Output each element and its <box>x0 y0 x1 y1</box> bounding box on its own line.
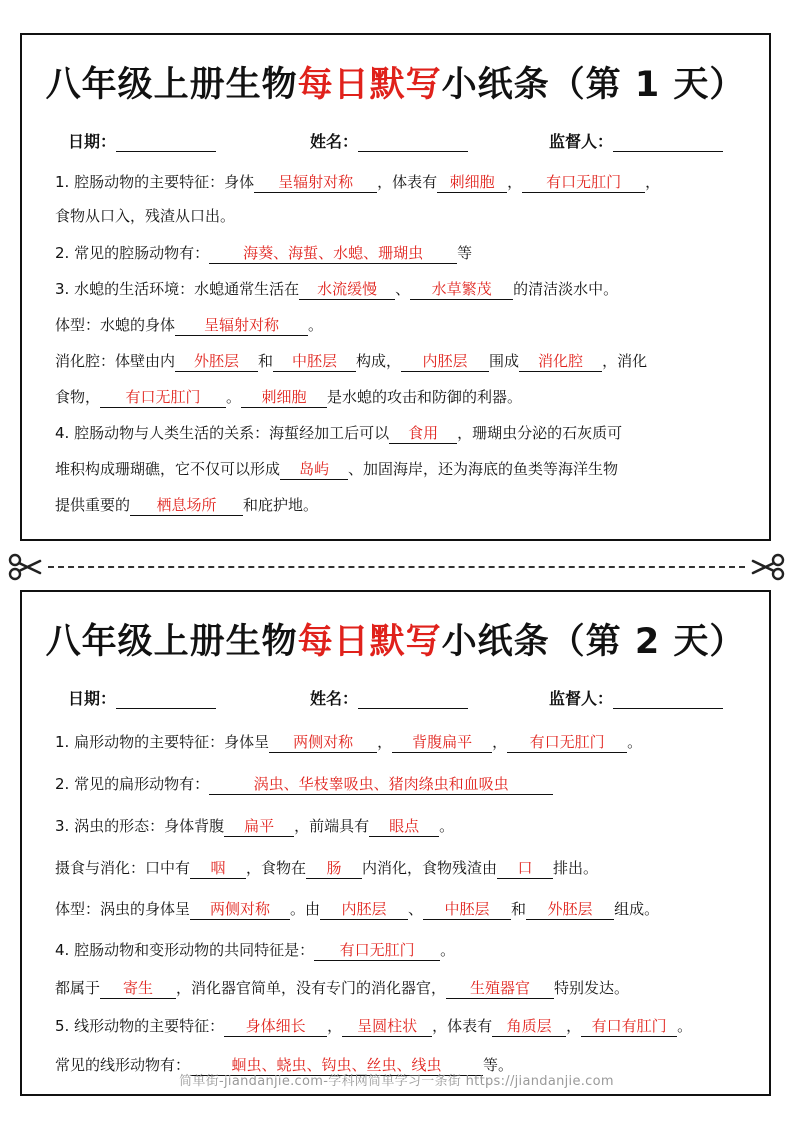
card-title <box>22 614 769 666</box>
title-grade: 八年级上册生物 <box>45 622 298 662</box>
answer-blank[interactable]: 有口无肛门 <box>314 939 440 961</box>
name-blank[interactable] <box>358 690 468 709</box>
name-label: 姓名： <box>310 132 359 151</box>
answer-blank[interactable]: 刺细胞 <box>437 171 507 193</box>
supervisor-field[interactable] <box>549 129 723 152</box>
text: 堆积构成珊瑚礁，它不仅可以形成 <box>55 460 281 478</box>
text: ， <box>566 1017 582 1035</box>
text: 4. 腔肠动物和变形动物的共同特征是： <box>55 941 315 959</box>
text: 等 <box>457 244 473 262</box>
text: 1. 扁形动物的主要特征：身体呈 <box>55 733 270 751</box>
date-label: 日期： <box>68 689 117 708</box>
supervisor-field[interactable] <box>549 686 723 709</box>
supervisor-blank[interactable] <box>613 133 723 152</box>
name-blank[interactable] <box>358 133 468 152</box>
dictation-card-day-1 <box>20 33 771 541</box>
answer-blank[interactable]: 海葵、海蜇、水螅、珊瑚虫 <box>209 242 457 264</box>
scissors-right-icon <box>751 553 785 581</box>
scissors-left-icon <box>8 553 42 581</box>
text: 5. 线形动物的主要特征： <box>55 1017 225 1035</box>
answer-blank[interactable]: 涡虫、华枝睾吸虫、猪肉绦虫和血吸虫 <box>209 773 553 795</box>
text: 和 <box>511 900 527 918</box>
text: 构成， <box>356 352 402 370</box>
dashed-cut-guide <box>48 566 745 568</box>
line-3 <box>55 242 755 264</box>
text: 排出。 <box>553 859 599 877</box>
line-4 <box>55 278 755 300</box>
answer-blank[interactable]: 岛屿 <box>280 458 348 480</box>
line-5 <box>55 898 755 920</box>
text: 组成。 <box>614 900 660 918</box>
text: 4. 腔肠动物与人类生活的关系：海蜇经加工后可以 <box>55 424 390 442</box>
answer-blank[interactable]: 呈辐射对称 <box>254 171 377 193</box>
text: ，体表有 <box>377 173 438 191</box>
date-label: 日期： <box>68 132 117 151</box>
answer-blank[interactable]: 身体细长 <box>224 1015 327 1037</box>
date-field[interactable] <box>68 129 216 152</box>
text: 。 <box>627 733 643 751</box>
answer-blank[interactable]: 呈圆柱状 <box>342 1015 432 1037</box>
line-6 <box>55 939 755 961</box>
answer-blank[interactable]: 口 <box>497 857 553 879</box>
text: ， <box>645 173 661 191</box>
line-3 <box>55 815 755 837</box>
answer-blank[interactable]: 外胚层 <box>175 350 258 372</box>
name-field[interactable] <box>310 129 468 152</box>
text: 3. 水螅的生活环境：水螅通常生活在 <box>55 280 300 298</box>
text: ， <box>377 733 393 751</box>
answer-blank[interactable]: 扁平 <box>224 815 294 837</box>
text: 。 <box>308 316 324 334</box>
dictation-card-day-2 <box>20 590 771 1096</box>
text: 都属于 <box>55 979 101 997</box>
line-7 <box>55 386 755 408</box>
answer-blank[interactable]: 有口无肛门 <box>100 386 226 408</box>
card-title <box>22 57 769 109</box>
text: 、 <box>395 280 411 298</box>
line-1 <box>55 171 755 193</box>
line-2 <box>55 773 755 795</box>
line-7 <box>55 977 755 999</box>
line-8 <box>55 422 755 444</box>
supervisor-label: 监督人： <box>549 689 614 708</box>
date-blank[interactable] <box>116 690 216 709</box>
answer-blank[interactable]: 角质层 <box>492 1015 566 1037</box>
answer-blank[interactable]: 有口有肛门 <box>581 1015 677 1037</box>
text: 内消化，食物残渣由 <box>362 859 498 877</box>
text: ， <box>492 733 508 751</box>
title-day: 小纸条（第 1 天） <box>441 65 746 105</box>
line-8 <box>55 1015 755 1037</box>
answer-blank[interactable]: 水草繁茂 <box>410 278 513 300</box>
meta-row <box>22 129 769 151</box>
text: 和庇护地。 <box>243 496 319 514</box>
text: 围成 <box>489 352 520 370</box>
answer-blank[interactable]: 食用 <box>389 422 457 444</box>
date-blank[interactable] <box>116 133 216 152</box>
text: 常见的线形动物有： <box>55 1056 191 1074</box>
watermark-footer: 简单街-jiandanjie.com-学科网简单学习一条街 https://jiandanjie.com <box>179 1074 614 1089</box>
name-label: 姓名： <box>310 689 359 708</box>
title-day: 小纸条（第 2 天） <box>441 622 746 662</box>
text: 体型：水螅的身体 <box>55 316 176 334</box>
line-2 <box>55 205 755 227</box>
answer-blank[interactable]: 眼点 <box>369 815 439 837</box>
text: 摄食与消化：口中有 <box>55 859 191 877</box>
title-highlight: 每日默写 <box>297 65 442 105</box>
answer-blank[interactable]: 生殖器官 <box>446 977 554 999</box>
text: 。 <box>677 1017 693 1035</box>
text: 的清洁淡水中。 <box>513 280 619 298</box>
line-5 <box>55 314 755 336</box>
answer-blank[interactable]: 内胚层 <box>401 350 489 372</box>
answer-blank[interactable]: 两侧对称 <box>269 731 377 753</box>
answer-blank[interactable]: 咽 <box>190 857 246 879</box>
text: 等。 <box>483 1056 514 1074</box>
answer-blank[interactable]: 有口无肛门 <box>522 171 645 193</box>
supervisor-label: 监督人： <box>549 132 614 151</box>
text: 和 <box>258 352 274 370</box>
text: 体型：涡虫的身体呈 <box>55 900 191 918</box>
answer-blank[interactable]: 背腹扁平 <box>392 731 492 753</box>
answer-blank[interactable]: 蛔虫、蛲虫、钩虫、丝虫、线虫 <box>190 1054 483 1076</box>
text: ， <box>507 173 523 191</box>
text: 。 <box>440 941 456 959</box>
cut-line <box>0 553 793 581</box>
text: 食物， <box>55 388 101 406</box>
text: ，体表有 <box>432 1017 493 1035</box>
text: 是水螅的攻击和防御的利器。 <box>327 388 523 406</box>
answer-blank[interactable]: 外胚层 <box>526 898 614 920</box>
answer-blank[interactable]: 有口无肛门 <box>507 731 627 753</box>
meta-row <box>22 686 769 708</box>
text: ， <box>327 1017 343 1035</box>
supervisor-blank[interactable] <box>613 690 723 709</box>
text: 特别发达。 <box>554 979 630 997</box>
answer-blank[interactable]: 内胚层 <box>320 898 408 920</box>
answer-blank[interactable]: 水流缓慢 <box>299 278 395 300</box>
text: 。 <box>439 817 455 835</box>
text: 消化腔：体壁由内 <box>55 352 176 370</box>
name-field[interactable] <box>310 686 468 709</box>
date-field[interactable] <box>68 686 216 709</box>
text: ，前端具有 <box>294 817 370 835</box>
answer-blank[interactable]: 两侧对称 <box>190 898 290 920</box>
text: 3. 涡虫的形态：身体背腹 <box>55 817 225 835</box>
text: ，消化 <box>602 352 648 370</box>
text: 1. 腔肠动物的主要特征：身体 <box>55 173 255 191</box>
text: 、 <box>408 900 424 918</box>
line-4 <box>55 857 755 879</box>
text: ，消化器官简单，没有专门的消化器官， <box>176 979 447 997</box>
answer-blank[interactable]: 寄生 <box>100 977 176 999</box>
line-9 <box>55 458 755 480</box>
text: 。 <box>226 388 242 406</box>
title-grade: 八年级上册生物 <box>45 65 298 105</box>
text: 食物从口入，残渣从口出。 <box>55 207 236 225</box>
answer-blank[interactable]: 肠 <box>306 857 362 879</box>
answer-blank[interactable]: 刺细胞 <box>241 386 327 408</box>
text: 。由 <box>290 900 321 918</box>
text: ，食物在 <box>246 859 307 877</box>
text: 2. 常见的扁形动物有： <box>55 775 210 793</box>
answer-blank[interactable]: 栖息场所 <box>130 494 243 516</box>
text: ，珊瑚虫分泌的石灰质可 <box>457 424 623 442</box>
title-highlight: 每日默写 <box>297 622 442 662</box>
answer-blank[interactable]: 消化腔 <box>519 350 602 372</box>
line-1 <box>55 731 755 753</box>
answer-blank[interactable]: 中胚层 <box>273 350 356 372</box>
text: 2. 常见的腔肠动物有： <box>55 244 210 262</box>
answer-blank[interactable]: 呈辐射对称 <box>175 314 308 336</box>
text: 提供重要的 <box>55 496 131 514</box>
line-10 <box>55 494 755 516</box>
text: 、加固海岸，还为海底的鱼类等海洋生物 <box>348 460 619 478</box>
answer-blank[interactable]: 中胚层 <box>423 898 511 920</box>
line-6 <box>55 350 755 372</box>
